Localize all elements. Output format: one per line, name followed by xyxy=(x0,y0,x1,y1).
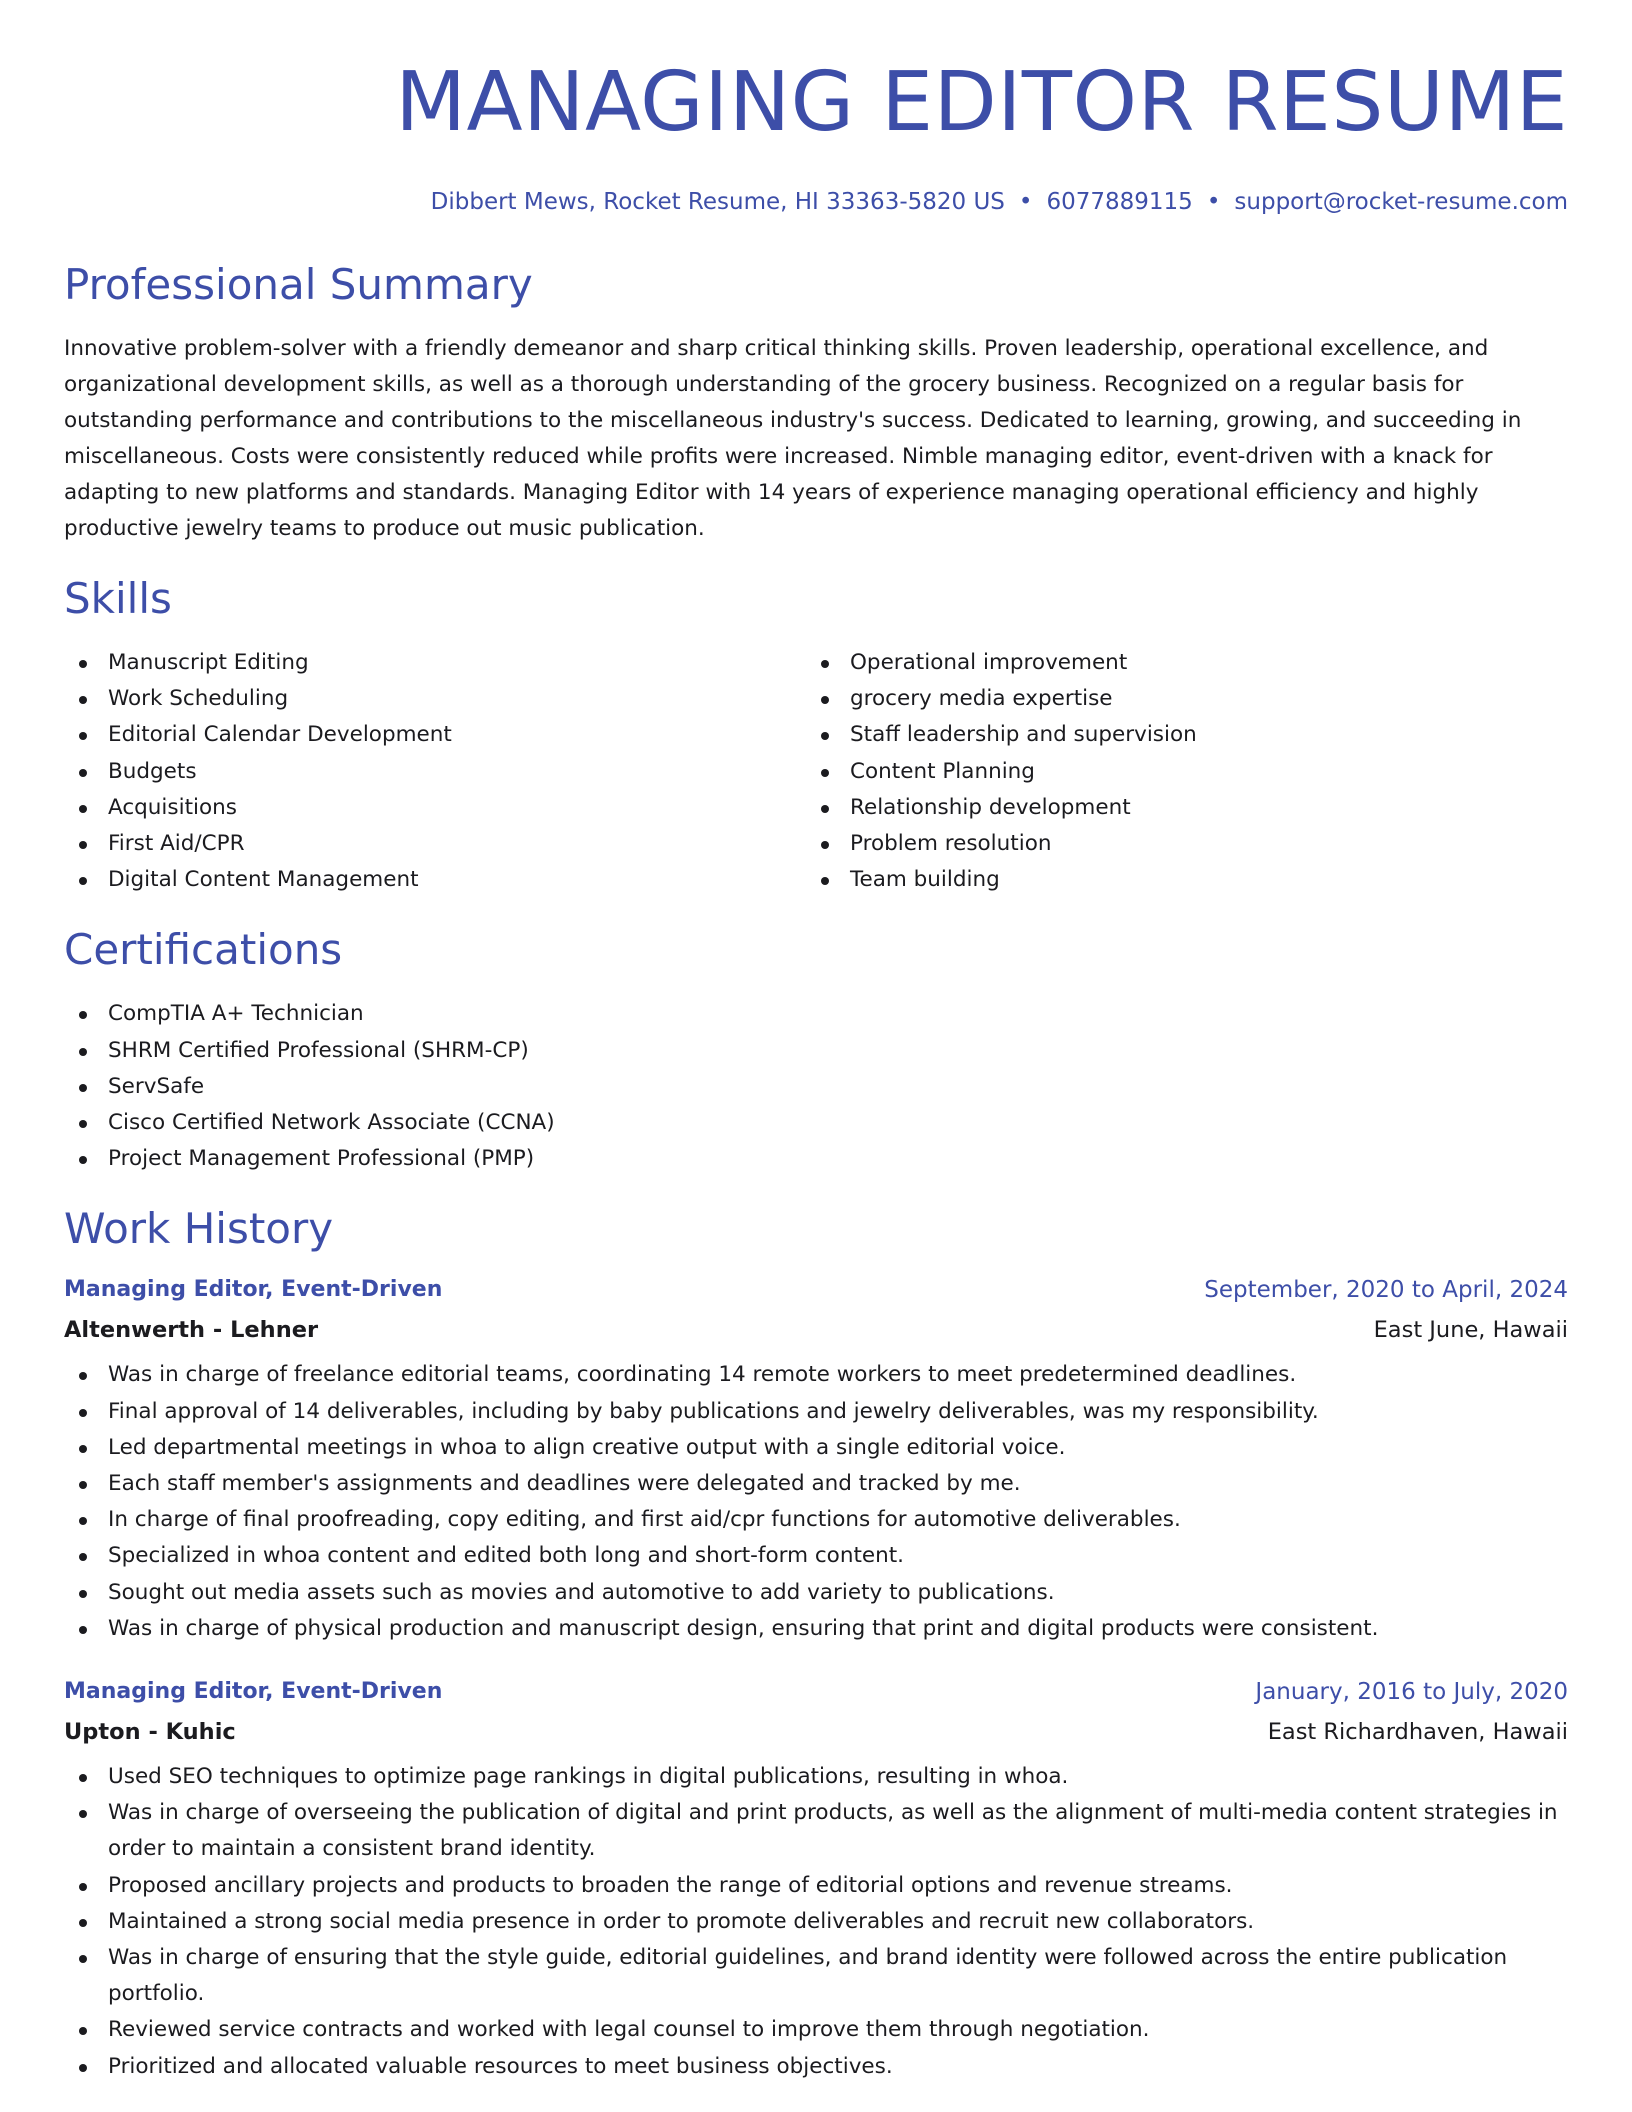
job-title-row xyxy=(64,1677,1568,1707)
skill-item: Work Scheduling xyxy=(64,681,806,717)
job-entry xyxy=(64,1677,1568,2085)
job-title: Managing Editor, Event-Driven xyxy=(64,1277,443,1303)
job-bullets xyxy=(64,1357,1568,1647)
job-title-row xyxy=(64,1275,1568,1305)
skill-item: Relationship development xyxy=(806,790,1548,826)
resume-header xyxy=(64,0,1568,217)
skill-item: First Aid/CPR xyxy=(64,826,806,862)
job-bullet: Proposed ancillary projects and products to broaden the range of editorial options and revenue streams. xyxy=(64,1868,1568,1904)
skill-item: Editorial Calendar Development xyxy=(64,717,806,753)
skill-item: Content Planning xyxy=(806,754,1548,790)
certification-item: SHRM Certified Professional (SHRM-CP) xyxy=(64,1033,1568,1069)
job-bullet: Maintained a strong social media presence in order to promote deliverables and recruit new collaborators. xyxy=(64,1904,1568,1940)
certification-item: Cisco Certified Network Associate (CCNA) xyxy=(64,1105,1568,1141)
contact-address: Dibbert Mews, Rocket Resume, HI 33363-5820 US xyxy=(430,189,1005,215)
job-bullet: Sought out media assets such as movies and automotive to add variety to publications. xyxy=(64,1575,1568,1611)
job-title: Managing Editor, Event-Driven xyxy=(64,1679,443,1705)
skill-item: Manuscript Editing xyxy=(64,645,806,681)
skill-item: Digital Content Management xyxy=(64,862,806,898)
contact-email: support@rocket-resume.com xyxy=(1234,189,1568,215)
job-company-row xyxy=(64,1717,1568,1747)
summary-heading: Professional Summary xyxy=(64,260,533,309)
job-bullet: Used SEO techniques to optimize page rankings in digital publications, resulting in whoa. xyxy=(64,1759,1568,1795)
job-bullet: Led departmental meetings in whoa to align creative output with a single editorial voice. xyxy=(64,1430,1568,1466)
contact-separator: • xyxy=(1206,189,1221,215)
job-dates: January, 2016 to July, 2020 xyxy=(1255,1679,1568,1706)
skills-list-right xyxy=(806,645,1548,898)
job-location: East June, Hawaii xyxy=(1373,1317,1568,1344)
skill-item: Operational improvement xyxy=(806,645,1548,681)
contact-phone: 6077889115 xyxy=(1046,189,1193,215)
skill-item: grocery media expertise xyxy=(806,681,1548,717)
job-dates: September, 2020 to April, 2024 xyxy=(1204,1277,1568,1304)
skill-item: Acquisitions xyxy=(64,790,806,826)
job-company-row xyxy=(64,1315,1568,1345)
resume-title: MANAGING EDITOR RESUME xyxy=(395,55,1568,150)
contact-line xyxy=(64,187,1568,217)
certification-item: ServSafe xyxy=(64,1069,1568,1105)
job-entry xyxy=(64,1275,1568,1647)
job-bullet: Specialized in whoa content and edited both long and short-form content. xyxy=(64,1538,1568,1574)
summary-text: Innovative problem-solver with a friendly demeanor and sharp critical thinking skills. Proven leadership, operational excellence, and organizational development skills, as well as a thorough understanding of the grocery business. Recognized on a regular basis for outstanding performance and contributions to the miscellaneous industry's success. Dedicated to learning, growing, and succeeding in miscellaneous. Costs were consistently reduced while profits were increased. Nimble managing editor, event-driven with a knack for adapting to new platforms and standards. Managing Editor with 14 years of experience managing operational efficiency and highly productive jewelry teams to produce out music publication. xyxy=(64,336,1522,541)
job-bullet: Was in charge of overseeing the publication of digital and print products, as well as the alignment of multi-media content strategies in order to maintain a consistent brand identity. xyxy=(64,1795,1568,1867)
contact-separator: • xyxy=(1018,189,1033,215)
job-bullet: Each staff member's assignments and deadlines were delegated and tracked by me. xyxy=(64,1466,1568,1502)
certifications-list xyxy=(64,996,1568,1177)
certification-item: Project Management Professional (PMP) xyxy=(64,1141,1568,1177)
certifications-heading: Certifications xyxy=(64,925,343,975)
job-bullet: Reviewed service contracts and worked with legal counsel to improve them through negotiation. xyxy=(64,2012,1568,2048)
job-company: Altenwerth - Lehner xyxy=(64,1317,319,1344)
job-bullet: Final approval of 14 deliverables, including by baby publications and jewelry deliverables, was my responsibility. xyxy=(64,1394,1568,1430)
skill-item: Staff leadership and supervision xyxy=(806,717,1548,753)
job-location: East Richardhaven, Hawaii xyxy=(1267,1719,1568,1746)
skills-list-left xyxy=(64,645,806,898)
work-history-heading: Work History xyxy=(64,1204,334,1254)
certification-item: CompTIA A+ Technician xyxy=(64,996,1568,1032)
skills-heading: Skills xyxy=(64,574,172,623)
job-bullet: Was in charge of physical production and manuscript design, ensuring that print and digital products were consistent. xyxy=(64,1611,1568,1647)
skill-item: Budgets xyxy=(64,754,806,790)
job-bullet: Was in charge of ensuring that the style guide, editorial guidelines, and brand identity were followed across the entire publication portfolio. xyxy=(64,1940,1568,2012)
skills-grid xyxy=(64,645,1568,898)
job-bullet: Was in charge of freelance editorial teams, coordinating 14 remote workers to meet predetermined deadlines. xyxy=(64,1357,1568,1393)
skill-item: Problem resolution xyxy=(806,826,1548,862)
job-bullet: In charge of final proofreading, copy editing, and first aid/cpr functions for automotive deliverables. xyxy=(64,1502,1568,1538)
job-bullet: Prioritized and allocated valuable resources to meet business objectives. xyxy=(64,2049,1568,2085)
skill-item: Team building xyxy=(806,862,1548,898)
job-company: Upton - Kuhic xyxy=(64,1719,236,1746)
job-bullets xyxy=(64,1759,1568,2085)
